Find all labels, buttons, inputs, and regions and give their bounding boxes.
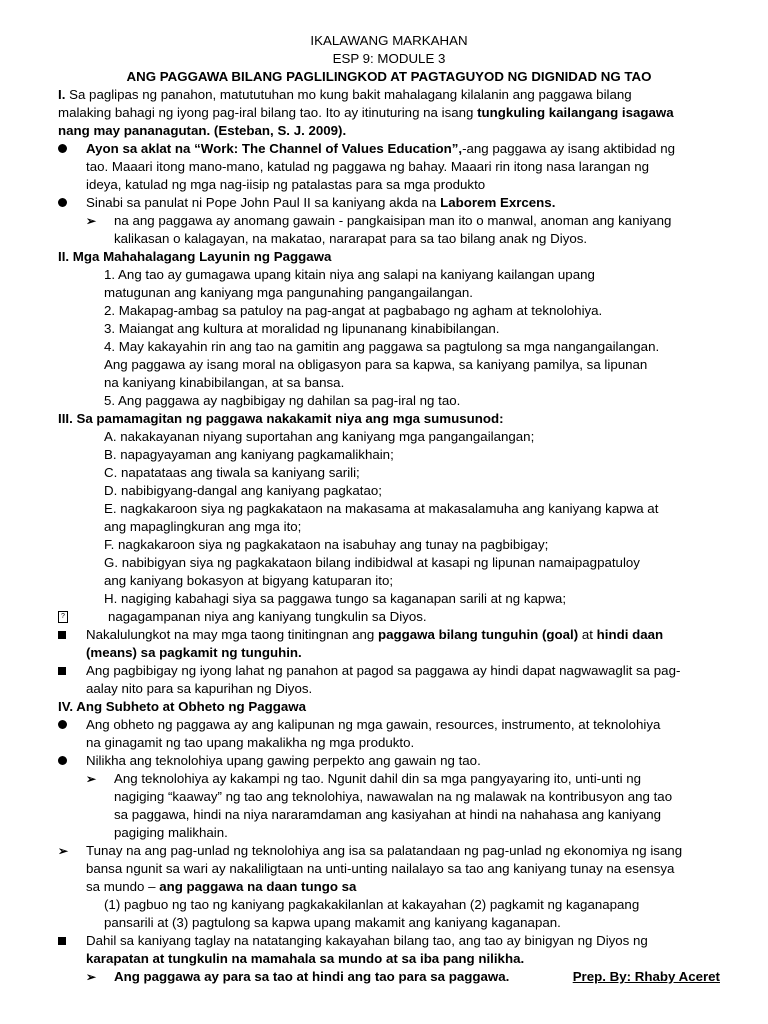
quarter-label: IKALAWANG MARKAHAN [310,33,468,48]
list-item: 4. May kakayahin rin ang tao na gamitin ang paggawa sa pagtulong sa mga nangangailangan. [104,339,660,354]
square-bullet-item [58,932,720,968]
list-item: E. nagkakaroon siya ng pagkakataon na makasama at makasalamuha ang kaniyang kapwa at [104,501,659,516]
section-4-title: IV. Ang Subheto at Obheto ng Paggawa [58,699,306,714]
list-item: matugunan ang kaniyang mga pangunahing pangangailangan. [104,285,473,300]
arrow-text: sa mundo – [86,879,160,894]
list-item [58,608,720,626]
section-1-intro [58,86,720,104]
prepared-by: Prep. By: Rhaby Aceret [572,969,720,984]
bullet-dot-icon [58,144,67,153]
section-2-title: II. Mga Mahahalagang Layunin ng Paggawa [58,249,332,264]
emphasis-text: paggawa bilang tunguhin (goal) [378,627,579,642]
bullet-text: Ang pagbibigay ng iyong lahat ng panahon at pagod sa paggawa ay hindi dapat nagwawaglit sa pag- [86,663,681,678]
bullet-item [58,752,720,770]
bullet-item [58,716,720,752]
bullet-text: Dahil sa kaniyang taglay na natatanging kakayahan bilang tao, ang tao ay binigyan ng Diyos ng [86,933,648,948]
section-1-text-1: Sa paglipas ng panahon, matututuhan mo kung bakit mahalagang kilalanin ang paggawa bilang [65,87,632,102]
arrow-bullet-icon: ➢ [86,772,97,786]
section-1-number: I. [58,87,66,102]
list-item: Ang paggawa ay isang moral na obligasyon para sa kapwa, sa kaniyang pamilya, sa lipunan [104,357,648,372]
bullet-text: Sinabi sa panulat ni Pope John Paul II sa kaniyang akda na [86,195,441,210]
arrow-text: na ang paggawa ay anomang gawain - pangkaisipan man ito o manwal, anoman ang kaniyang [114,213,672,228]
bullet-text: at [578,627,597,642]
square-bullet-icon [58,937,66,945]
emphasis-text: hindi daan [596,627,664,642]
list-item-text: nagagampanan niya ang kaniyang tungkulin sa Diyos. [108,609,427,624]
final-arrow-item [86,968,720,986]
list-item: H. nagiging kabahagi siya sa paggawa tungo sa kaganapan sarili at ng kapwa; [104,591,567,606]
square-bullet-icon [58,667,66,675]
arrow-text: sa paggawa, hindi na niya nararamdaman ang kasiyahan at hindi na nahahasa ang kaniyang [114,807,662,822]
emphasis-text: karapatan at tungkulin na mamahala sa mundo at sa iba pang nilikha. [86,951,525,966]
arrow-text: Ang teknolohiya ay kakampi ng tao. Ngunit dahil din sa mga pangyayaring ito, unti-unti ng [114,771,642,786]
list-item: 1. Ang tao ay gumagawa upang kitain niya ang salapi na kaniyang kailangan upang [104,267,595,282]
list-item: 3. Maiangat ang kultura at moralidad ng lipunanang kinabibilangan. [104,321,500,336]
arrow-text: Tunay na ang pag-unlad ng teknolohiya ang isa sa palatandaan ng pag-unlad ng ekonomiya ng isang [86,843,683,858]
missing-glyph-icon: ? [58,611,68,623]
arrow-item [86,770,720,842]
list-item: F. nagkakaroon siya ng pagkakataon na isabuhay ang tunay na pagbibigay; [104,537,549,552]
list-item: 5. Ang paggawa ay nagbibigay ng dahilan sa pag-iral ng tao. [104,393,461,408]
encyclical-name: Laborem Exrcens. [440,195,556,210]
list-item: D. nabibigyang-dangal ang kaniyang pagkatao; [104,483,382,498]
bullet-dot-icon [58,720,67,729]
section-1-citation: nang may pananagutan. (Esteban, S. J. 2009). [58,123,347,138]
list-item: A. nakakayanan niyang suportahan ang kaniyang mga pangangailangan; [104,429,535,444]
list-item: na kaniyang kinabibilangan, at sa bansa. [104,375,345,390]
section-1-text-2: malaking bahagi ng iyong pag-iral bilang tao. Ito ay itinuturing na isang [58,105,478,120]
arrow-bullet-icon: ➢ [58,844,69,858]
bullet-text: aalay nito para sa kapurihan ng Diyos. [86,681,313,696]
arrow-text: nagiging “kaaway” ng tao ang teknolohiya, nawawalan na ng malawak na kontribusyon ang tao [114,789,673,804]
arrow-bullet-icon: ➢ [86,970,97,984]
bullet-text: na ginagamit ng tao upang makalikha ng mga produkto. [86,735,415,750]
list-item: 2. Makapag-ambag sa patuloy na pag-angat at pagbabago ng agham at teknolohiya. [104,303,603,318]
bullet-item [58,194,720,212]
module-label: ESP 9: MODULE 3 [332,51,446,66]
arrow-text: pagiging malikhain. [114,825,228,840]
arrow-bullet-icon: ➢ [86,214,97,228]
list-item: B. napagyayaman ang kaniyang pagkamalikhain; [104,447,394,462]
book-reference: Ayon sa aklat na “Work: The Channel of Values Education”, [86,141,463,156]
emphasis-text: ang paggawa na daan tungo sa [159,879,357,894]
arrow-text: pansarili at (3) pagtulong sa kapwa upang makamit ang kaniyang kaganapan. [104,915,561,930]
bullet-text: Nakalulungkot na may mga taong tinitingnan ang [86,627,378,642]
document-title: ANG PAGGAWA BILANG PAGLILINGKOD AT PAGTAGUYOD NG DIGNIDAD NG TAO [126,69,652,84]
list-item: C. napatataas ang tiwala sa kaniyang sarili; [104,465,360,480]
bullet-text: Nilikha ang teknolohiya upang gawing perpekto ang gawain ng tao. [86,753,481,768]
list-item: G. nabibigyan siya ng pagkakataon bilang indibidwal at kasapi ng lipunan namaipagpatuloy [104,555,640,570]
bullet-dot-icon [58,198,67,207]
closing-statement: Ang paggawa ay para sa tao at hindi ang tao para sa paggawa. [114,969,510,984]
emphasis-text: (means) sa pagkamit ng tunguhin. [86,645,302,660]
list-item: ang kaniyang bokasyon at bigyang katuparan ito; [104,573,394,588]
square-bullet-item [58,626,720,662]
bullet-text: -ang paggawa ay isang aktibidad ng [462,141,675,156]
arrow-item [86,212,720,248]
bullet-text: Ang obheto ng paggawa ay ang kalipunan ng mga gawain, resources, instrumento, at teknolohiya [86,717,661,732]
arrow-item [58,842,720,932]
arrow-text: (1) pagbuo ng tao ng kaniyang pagkakakilanlan at kakayahan (2) pagkamit ng kaganapang [104,897,640,912]
bullet-dot-icon [58,756,67,765]
square-bullet-item [58,662,720,698]
section-1-line-2 [58,104,720,122]
arrow-text: kalikasan o kalagayan, na makatao, nararapat para sa tao bilang anak ng Diyos. [114,231,588,246]
bullet-text: tao. Maaari itong mano-mano, katulad ng paggawa ng bahay. Maaari rin itong nasa larangan ng [86,159,650,174]
bullet-text: ideya, katulad ng mga nag-iisip ng patalastas para sa mga produkto [86,177,486,192]
square-bullet-icon [58,631,66,639]
bullet-item [58,140,720,194]
list-item: ang mapaglingkuran ang mga ito; [104,519,302,534]
section-1-emphasis: tungkuling kailangang isagawa [477,105,674,120]
arrow-text: bansa ngunit sa wari ay nakaliligtaan na unti-unting nailalayo sa tao ang kaniyang tunay na esensya [86,861,675,876]
section-3-title: III. Sa pamamagitan ng paggawa nakakamit niya ang mga sumusunod: [58,411,504,426]
